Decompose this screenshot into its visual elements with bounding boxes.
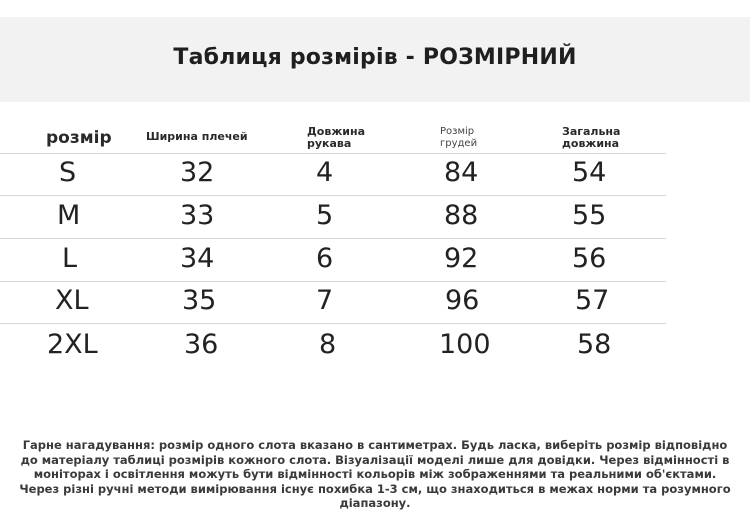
disclaimer-line: діапазону. [339,496,411,511]
cell-chest: 100 [439,329,491,360]
cell-size: S [59,157,77,188]
cell-sleeve: 6 [316,243,334,274]
cell-sleeve: 4 [316,157,334,188]
col-header-sleeve-line1: Довжина [307,125,365,138]
col-header-length-line1: Загальна [562,125,621,138]
col-header-shoulder: Ширина плечей [146,130,248,143]
cell-sleeve: 7 [316,285,334,316]
cell-shoulder: 35 [182,285,217,316]
col-header-length-line2: довжина [562,137,620,150]
cell-shoulder: 34 [180,243,215,274]
disclaimer-line: Гарне нагадування: розмір одного слота вказано в сантиметрах. Будь ласка, виберіть розмір відповідно [22,438,728,452]
cell-chest: 88 [444,200,479,231]
cell-chest: 84 [444,157,479,188]
cell-sleeve: 5 [316,200,334,231]
cell-length: 55 [572,200,607,231]
cell-shoulder: 36 [184,329,219,360]
row-divider [0,153,666,154]
cell-length: 58 [577,329,612,360]
cell-chest: 96 [445,285,480,316]
col-header-chest-line1: Розмір [440,126,475,137]
col-header-chest-line2: грудей [440,138,478,149]
cell-chest: 92 [444,243,479,274]
cell-size: M [57,200,81,231]
col-header-chest [440,126,477,150]
cell-length: 54 [572,157,607,188]
cell-sleeve: 8 [319,329,337,360]
cell-length: 56 [572,243,607,274]
row-divider [0,281,666,282]
row-divider [0,195,666,196]
cell-shoulder: 33 [180,200,215,231]
cell-size: 2XL [47,329,98,360]
disclaimer-line: Через різні ручні методи вимірювання існує похибка 1-3 см, що знаходиться в межах норми та розумного [19,481,731,496]
col-header-size: розмір [46,128,112,148]
page-title: Таблиця розмірів - РОЗМІРНИЙ [173,45,577,70]
disclaimer-line: моніторах і освітлення можуть бути відмінності кольорів між зображеннями та реальними об'єктами. [33,467,717,482]
col-header-sleeve [307,126,365,150]
cell-size: L [62,243,78,274]
size-disclaimer [0,438,750,511]
cell-size: XL [55,285,89,316]
cell-shoulder: 32 [180,157,215,188]
row-divider [0,323,666,324]
disclaimer-line: до матеріалу таблиці розмірів кожного слота. Візуалізації моделі лише для довідки. Через відмінності в [20,452,730,467]
col-header-length [562,126,620,150]
col-header-sleeve-line2: рукава [307,137,352,150]
row-divider [0,238,666,239]
cell-length: 57 [575,285,610,316]
